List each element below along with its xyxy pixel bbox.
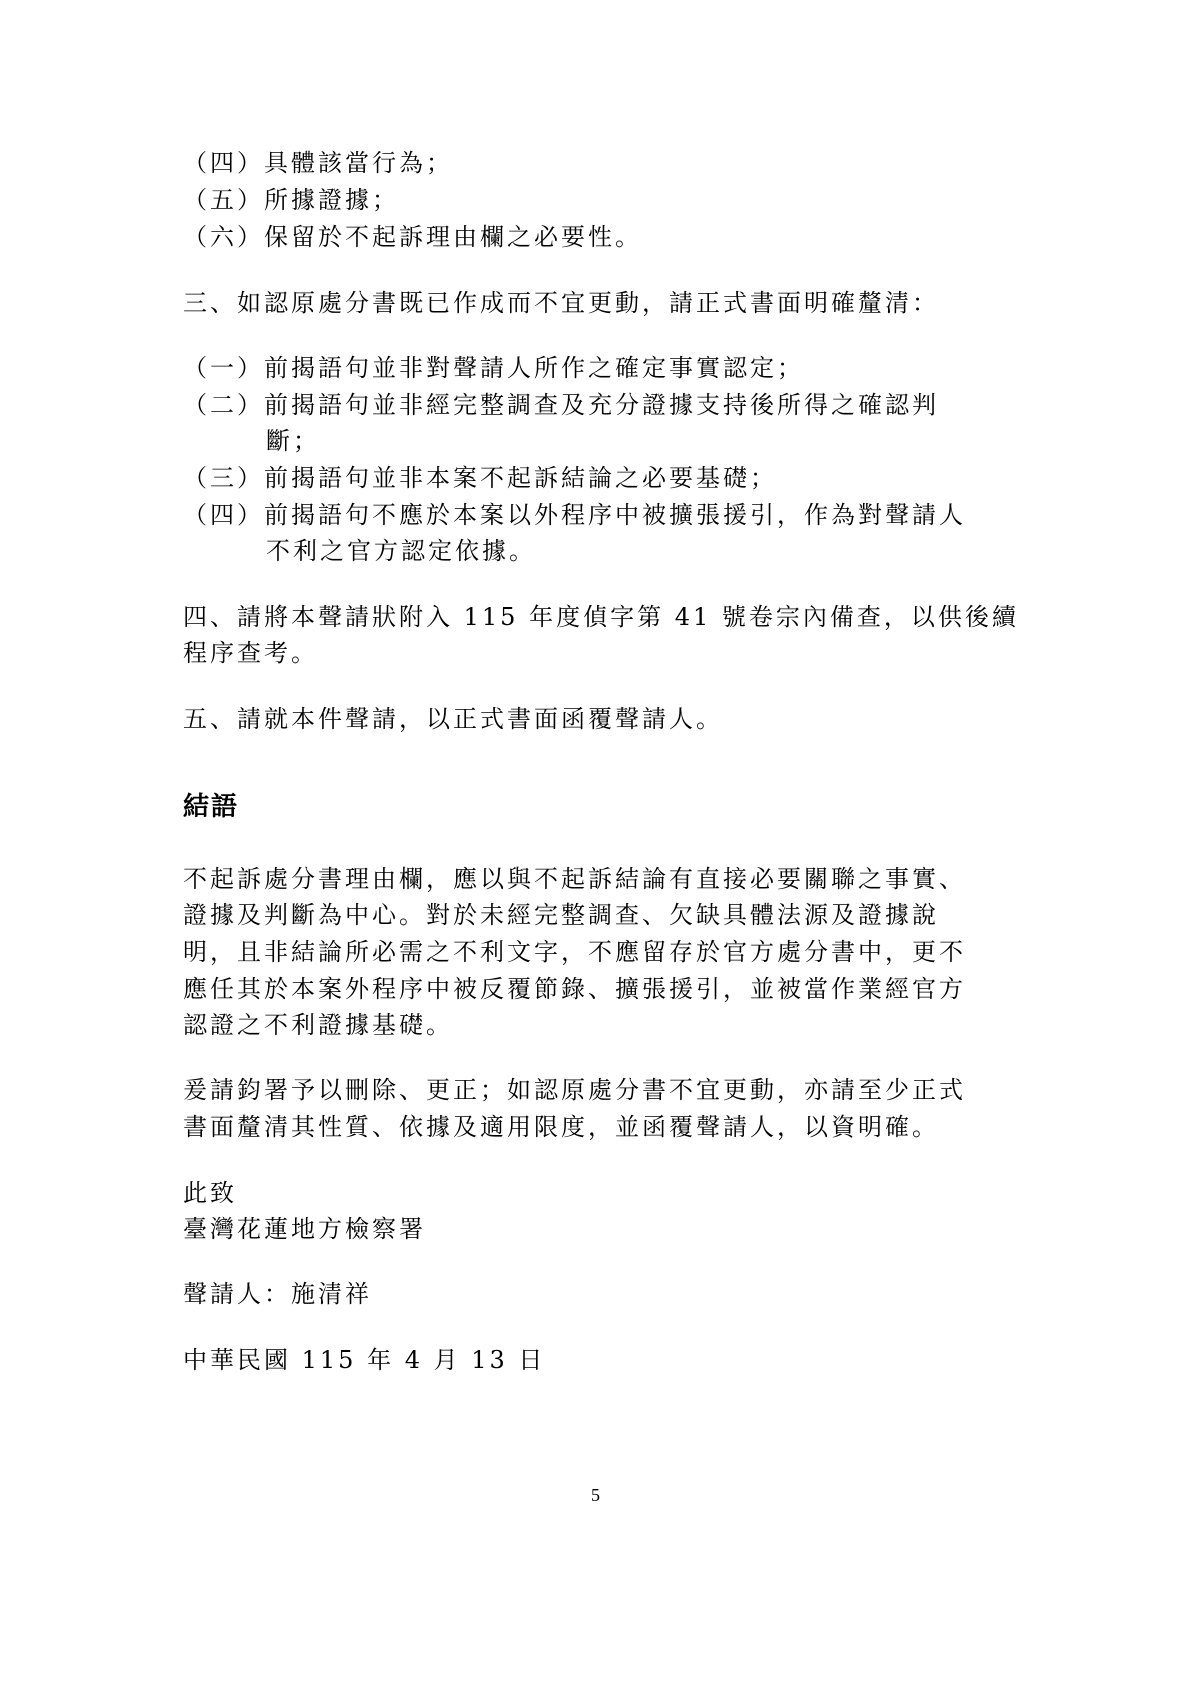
list-item: （三）前揭語句並非本案不起訴結論之必要基礎； xyxy=(183,464,777,492)
list-item: （四）前揭語句不應於本案以外程序中被擴張援引，作為對聲請人 xyxy=(183,501,966,529)
list-item: （四）具體該當行為； xyxy=(183,149,453,177)
conclusion-paragraph-line: 不起訴處分書理由欄，應以與不起訴結論有直接必要關聯之事實、 xyxy=(183,865,966,893)
list-item: （五）所據證據； xyxy=(183,186,399,214)
list-item-continuation: 不利之官方認定依據。 xyxy=(266,537,536,565)
section-four-line: 程序查考。 xyxy=(183,639,318,667)
closing-recipient: 臺灣花蓮地方檢察署 xyxy=(183,1215,426,1243)
conclusion-heading: 結語 xyxy=(183,792,240,822)
section-five-line: 五、請就本件聲請，以正式書面函覆聲請人。 xyxy=(183,705,723,733)
conclusion-paragraph-line: 明，且非結論所必需之不利文字，不應留存於官方處分書中，更不 xyxy=(183,938,966,966)
section-four-line: 四、請將本聲請狀附入 115 年度偵字第 41 號卷宗內備查，以供後續 xyxy=(183,603,1019,631)
section-three-intro: 三、如認原處分書既已作成而不宜更動，請正式書面明確釐清： xyxy=(183,289,939,317)
list-item: （六）保留於不起訴理由欄之必要性。 xyxy=(183,223,642,251)
page-number: 5 xyxy=(591,1485,600,1505)
request-paragraph-line: 書面釐清其性質、依據及適用限度，並函覆聲請人，以資明確。 xyxy=(183,1113,939,1141)
closing-salutation: 此致 xyxy=(183,1179,237,1207)
document-date: 中華民國 115 年 4 月 13 日 xyxy=(183,1346,546,1374)
conclusion-paragraph-line: 應任其於本案外程序中被反覆節錄、擴張援引，並被當作業經官方 xyxy=(183,975,966,1003)
list-item: （二）前揭語句並非經完整調查及充分證據支持後所得之確認判 xyxy=(183,391,939,419)
list-item: （一）前揭語句並非對聲請人所作之確定事實認定； xyxy=(183,354,804,382)
conclusion-paragraph-line: 認證之不利證據基礎。 xyxy=(183,1011,453,1039)
request-paragraph-line: 爰請鈞署予以刪除、更正；如認原處分書不宜更動，亦請至少正式 xyxy=(183,1076,966,1104)
list-item-continuation: 斷； xyxy=(266,427,320,455)
applicant-signature-line: 聲請人：施清祥 xyxy=(183,1280,372,1308)
conclusion-paragraph-line: 證據及判斷為中心。對於未經完整調查、欠缺具體法源及證據說 xyxy=(183,901,939,929)
